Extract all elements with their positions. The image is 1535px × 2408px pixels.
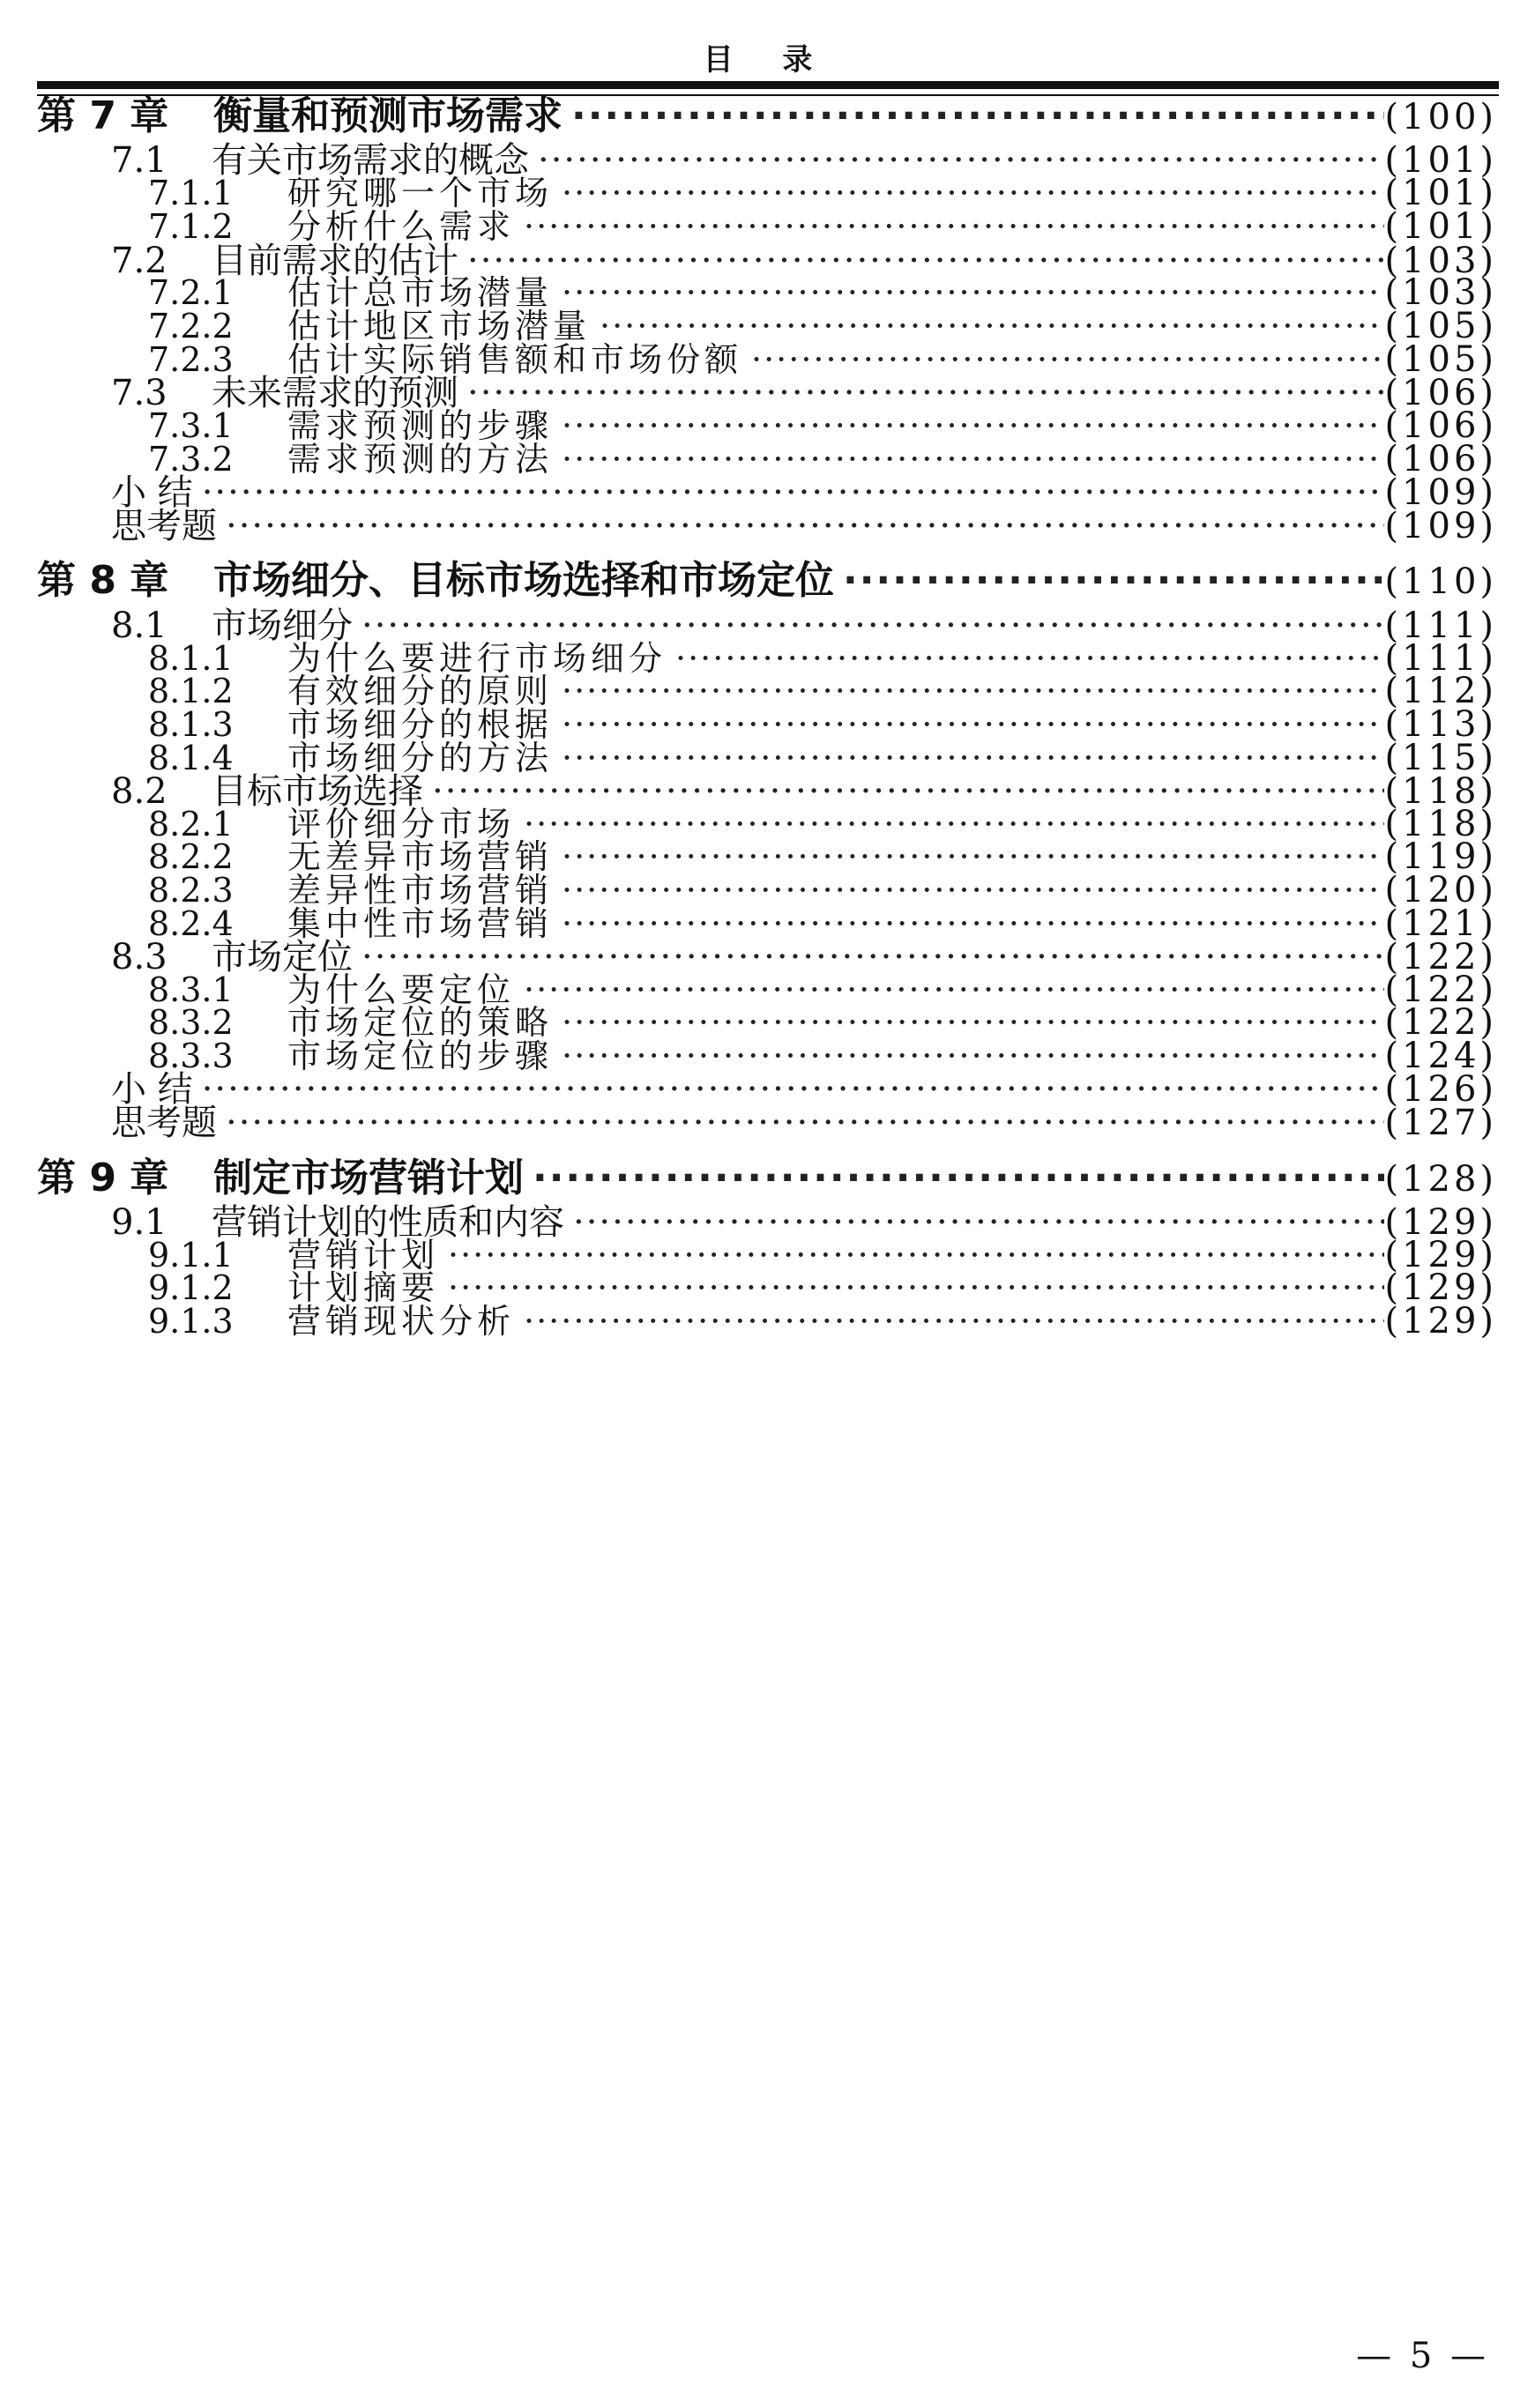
dot-leader xyxy=(834,558,1384,603)
toc-entry-title: 估计地区市场潜量 xyxy=(287,307,592,346)
toc-entry-title: 市场定位的步骤 xyxy=(287,1037,554,1075)
toc-entry-number: 8.1.3 xyxy=(148,705,234,744)
toc-chapter-row[interactable] xyxy=(0,548,1535,605)
toc-entry-page: (110) xyxy=(1384,561,1497,602)
toc-entry-number: 第 9 章 xyxy=(37,1156,169,1200)
toc-entry-page: (105) xyxy=(1384,306,1497,346)
toc-entry-number: 8.2.2 xyxy=(148,837,234,876)
toc-entry-page: (100) xyxy=(1384,97,1497,137)
toc-entry-page: (122) xyxy=(1384,970,1497,1010)
toc-entry-number: 8.2.1 xyxy=(148,805,234,844)
toc-entry-title: 小 结 xyxy=(111,472,193,513)
toc-entry-number: 9.1.1 xyxy=(148,1236,234,1275)
toc-entry-number: 7.3.2 xyxy=(148,440,234,479)
toc-entry-page: (129) xyxy=(1384,1235,1497,1275)
toc-entry-number: 8.2.3 xyxy=(148,871,234,910)
toc-entry-page: (106) xyxy=(1384,405,1497,446)
toc-entry-number: 8.1 xyxy=(111,606,168,646)
toc-entry-page: (112) xyxy=(1384,671,1497,711)
toc-entry-number: 8.1.4 xyxy=(148,739,234,777)
toc-entry-number: 第 8 章 xyxy=(37,558,169,603)
toc-entry-page: (113) xyxy=(1384,704,1497,745)
toc-entry-title: 为什么要定位 xyxy=(287,970,516,1009)
toc-entry-number: 7.1 xyxy=(111,140,168,181)
toc-entry-number: 7.3 xyxy=(111,373,168,413)
toc-entry-number: 7.1.1 xyxy=(148,174,234,212)
toc-entry-page: (101) xyxy=(1384,173,1497,213)
toc-entry-page: (109) xyxy=(1384,472,1497,513)
toc-misc-row[interactable] xyxy=(0,498,1535,548)
toc-entry-title: 市场定位 xyxy=(212,937,353,977)
dot-leader xyxy=(217,1103,1384,1143)
toc-entry-page: (126) xyxy=(1384,1069,1497,1110)
toc-entry-number: 8.2 xyxy=(111,771,168,812)
toc-entry-number: 8.2.4 xyxy=(148,904,234,943)
toc-entry-page: (111) xyxy=(1384,606,1497,646)
toc-entry-title: 市场定位的策略 xyxy=(287,1003,554,1042)
toc-entry-page: (119) xyxy=(1384,836,1497,877)
toc-entry-page: (122) xyxy=(1384,937,1497,977)
toc-entry-number: 9.1 xyxy=(111,1202,168,1243)
toc-entry-title: 市场细分 xyxy=(212,606,353,646)
toc-entry-page: (118) xyxy=(1384,771,1497,812)
toc-entry-title: 营销计划的性质和内容 xyxy=(212,1202,564,1243)
toc-entry-page: (109) xyxy=(1384,506,1497,546)
toc-entry-title: 制定市场营销计划 xyxy=(213,1156,524,1200)
toc-entry-page: (111) xyxy=(1384,638,1497,679)
toc-entry-title: 有关市场需求的概念 xyxy=(212,140,529,181)
toc-entry-page: (129) xyxy=(1384,1267,1497,1308)
toc-subsection-row[interactable] xyxy=(0,1294,1535,1342)
toc-entry-page: (129) xyxy=(1384,1202,1497,1243)
toc-entry-number: 8.3.3 xyxy=(148,1037,234,1075)
toc-entry-page: (101) xyxy=(1384,206,1497,247)
toc-entry-title: 目前需求的估计 xyxy=(212,241,458,281)
toc-entry-title: 未来需求的预测 xyxy=(212,373,458,413)
toc-entry-number: 第 7 章 xyxy=(37,93,169,138)
toc-entry-title: 研究哪一个市场 xyxy=(287,174,554,212)
toc-entry-number: 7.3.1 xyxy=(148,406,234,445)
toc-entry-number: 7.2.3 xyxy=(148,340,234,379)
toc-entry-title: 需求预测的步骤 xyxy=(287,406,554,445)
toc-entry-title: 需求预测的方法 xyxy=(287,440,554,479)
toc-misc-row[interactable] xyxy=(0,1095,1535,1145)
dot-leader xyxy=(515,1302,1384,1341)
toc-entry-page: (106) xyxy=(1384,439,1497,479)
toc-entry-number: 7.2.1 xyxy=(148,273,234,312)
dot-leader xyxy=(217,506,1384,546)
toc-entry-number: 8.3.2 xyxy=(148,1003,234,1042)
toc-entry-title: 目标市场选择 xyxy=(212,771,423,812)
toc-entry-number: 7.2.2 xyxy=(148,307,234,346)
toc-entry-number: 8.1.2 xyxy=(148,672,234,710)
toc-entry-page: (115) xyxy=(1384,738,1497,778)
toc-entry-page: (106) xyxy=(1384,373,1497,413)
toc-entry-title: 市场细分、目标市场选择和市场定位 xyxy=(213,558,834,603)
toc-entry-page: (120) xyxy=(1384,870,1497,910)
toc-entry-title: 有效细分的原则 xyxy=(287,672,554,710)
toc-entry-title: 市场细分的根据 xyxy=(287,705,554,744)
toc-entry-number: 7.1.2 xyxy=(148,207,234,246)
toc-entry-page: (129) xyxy=(1384,1301,1497,1341)
toc-entry-page: (101) xyxy=(1384,140,1497,181)
toc-entry-page: (105) xyxy=(1384,339,1497,380)
toc-entry-page: (124) xyxy=(1384,1036,1497,1076)
toc-entry-title: 估计实际销售额和市场份额 xyxy=(287,340,743,379)
toc-entry-page: (118) xyxy=(1384,804,1497,844)
toc-entry-title: 集中性市场营销 xyxy=(287,904,554,943)
toc-entry-title: 市场细分的方法 xyxy=(287,739,554,777)
toc-entry-title: 小 结 xyxy=(111,1069,193,1110)
toc-entry-number: 7.2 xyxy=(111,241,168,281)
toc-entry-title: 为什么要进行市场细分 xyxy=(287,639,667,678)
toc-entry-title: 思考题 xyxy=(111,506,217,546)
toc-entry-title: 计划摘要 xyxy=(287,1268,440,1307)
toc-entry-number: 8.3 xyxy=(111,937,168,977)
toc-entry-number: 8.3.1 xyxy=(148,970,234,1009)
toc-entry-title: 思考题 xyxy=(111,1103,217,1143)
toc-entry-page: (121) xyxy=(1384,903,1497,944)
toc-entry-number: 8.1.1 xyxy=(148,639,234,678)
toc-entry-number: 9.1.2 xyxy=(148,1268,234,1307)
page-header: 目 录 xyxy=(703,42,832,78)
toc-entry-title: 营销计划 xyxy=(287,1236,440,1275)
page-number: — 5 — xyxy=(1356,2336,1489,2376)
toc-entry-title: 评价细分市场 xyxy=(287,805,516,844)
toc-entry-page: (122) xyxy=(1384,1002,1497,1043)
toc-entry-title: 估计总市场潜量 xyxy=(287,273,554,312)
toc-entry-page: (127) xyxy=(1384,1103,1497,1143)
toc-entry-number: 9.1.3 xyxy=(148,1302,234,1341)
toc-entry-page: (128) xyxy=(1384,1159,1497,1200)
toc-entry-page: (103) xyxy=(1384,272,1497,313)
toc-entry-page: (103) xyxy=(1384,241,1497,281)
toc-entry-title: 衡量和预测市场需求 xyxy=(213,93,563,138)
toc-entry-title: 营销现状分析 xyxy=(287,1302,516,1341)
toc-entry-title: 无差异市场营销 xyxy=(287,837,554,876)
toc-entry-title: 分析什么需求 xyxy=(287,207,516,246)
toc-entry-title: 差异性市场营销 xyxy=(287,871,554,910)
